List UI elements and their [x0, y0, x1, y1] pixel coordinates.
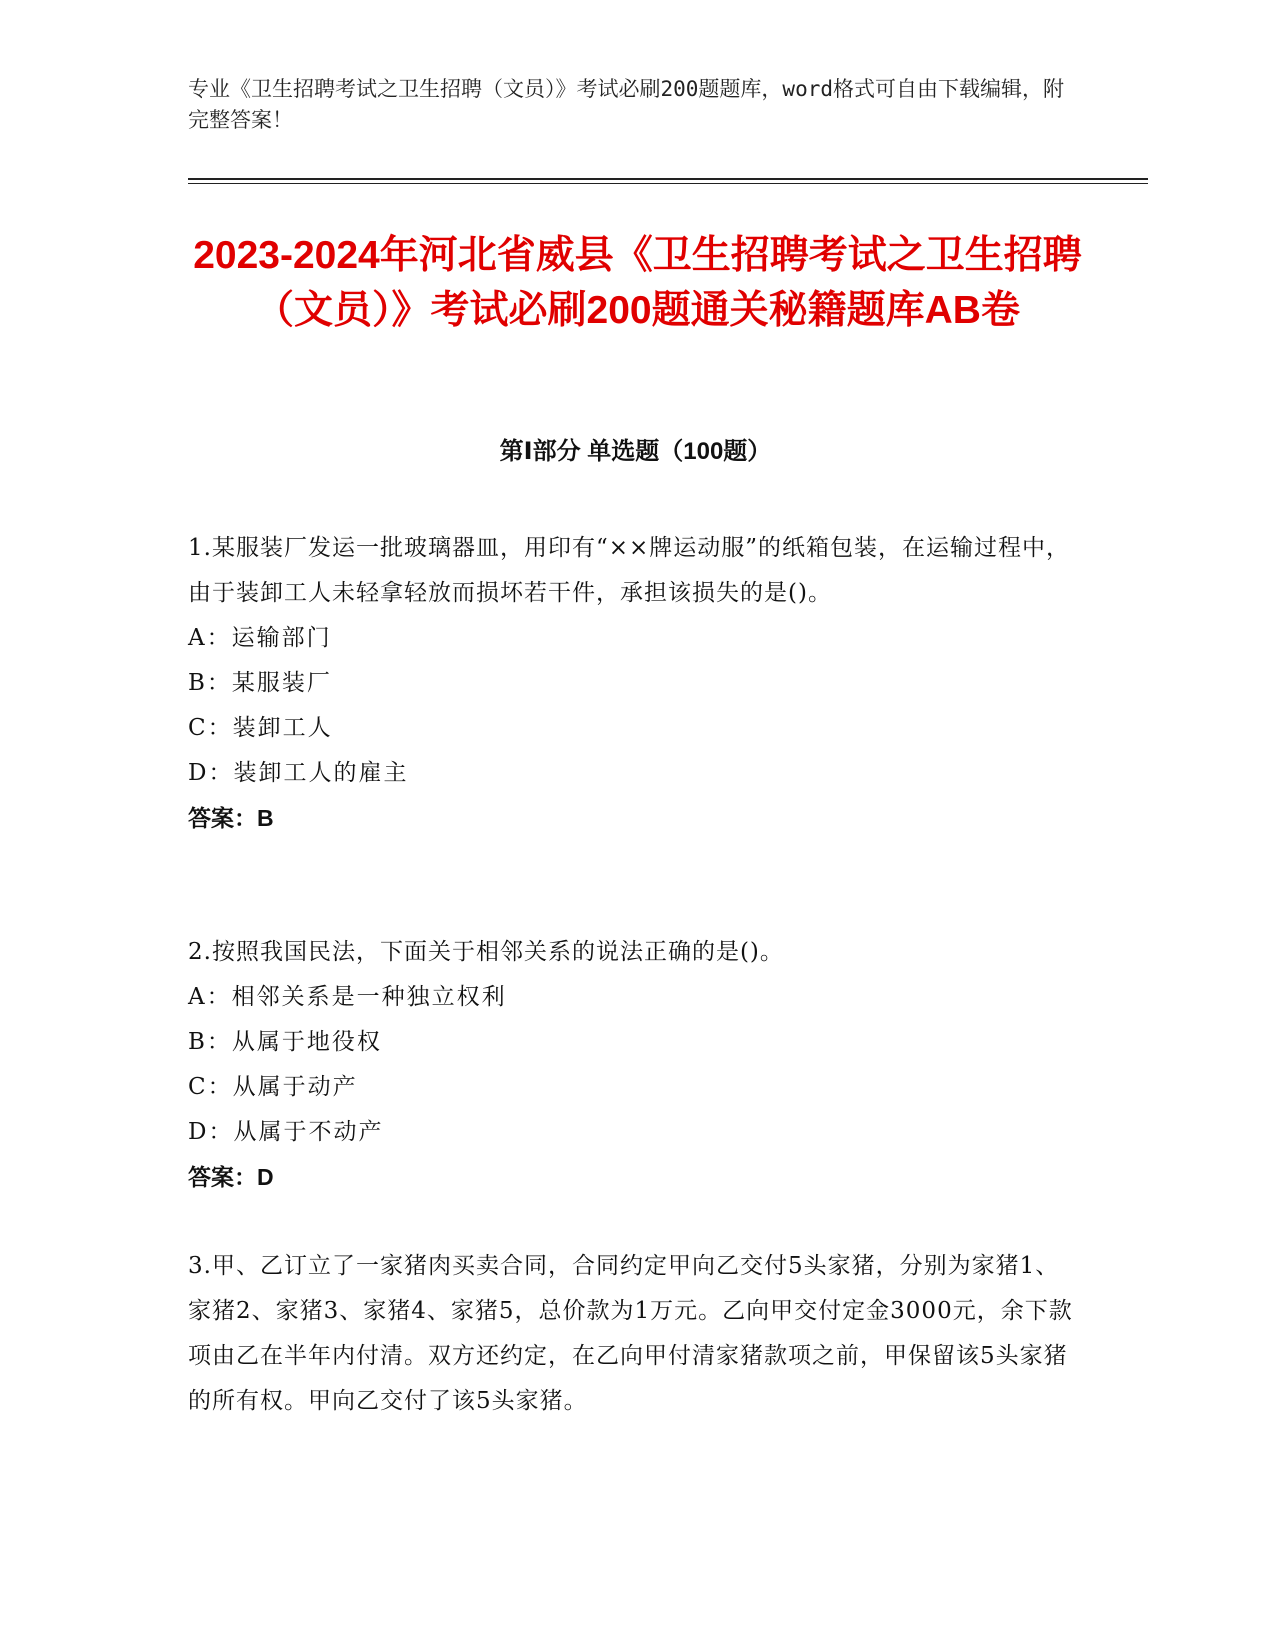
option-a: A：运输部门 — [188, 625, 332, 651]
question-1 — [188, 526, 1078, 841]
header-divider-thin — [188, 183, 1148, 184]
question-stem: 3.甲、乙订立了一家猪肉买卖合同，合同约定甲向乙交付5头家猪，分别为家猪1、家猪2、家猪3、家猪4、家猪5，总价款为1万元。乙向甲交付定金3000元，余下款项由乙在半年内付清。双方还约定，在乙向甲付清家猪款项之前，甲保留该5头家猪的所有权。甲向乙交付了该5头家猪。 — [188, 1253, 1073, 1414]
option-d: D：装卸工人的雇主 — [188, 760, 409, 786]
document-title: 2023-2024年河北省威县《卫生招聘考试之卫生招聘（文员）》考试必刷200题通关秘籍题库AB卷 — [193, 234, 1082, 332]
question-2 — [188, 930, 1078, 1200]
header-note: 专业《卫生招聘考试之卫生招聘（文员）》考试必刷200题题库，word格式可自由下载编辑，附完整答案！ — [188, 77, 1064, 132]
question-3 — [188, 1244, 1078, 1424]
section-heading: 第Ⅰ部分 单选题（100题） — [499, 438, 772, 465]
question-stem: 1.某服装厂发运一批玻璃器皿，用印有“××牌运动服”的纸箱包装，在运输过程中，由于装卸工人未轻拿轻放而损坏若干件，承担该损失的是()。 — [188, 535, 1071, 606]
answer-line: 答案：D — [188, 1164, 274, 1190]
header-divider-thick — [188, 178, 1148, 180]
answer-line: 答案：B — [188, 805, 274, 831]
option-a: A：相邻关系是一种独立权利 — [188, 984, 507, 1010]
option-c: C：从属于动产 — [188, 1074, 358, 1100]
option-d: D：从属于不动产 — [188, 1119, 384, 1145]
option-c: C：装卸工人 — [188, 715, 333, 741]
question-stem: 2.按照我国民法，下面关于相邻关系的说法正确的是()。 — [188, 939, 784, 965]
option-b: B：某服装厂 — [188, 670, 332, 696]
option-b: B：从属于地役权 — [188, 1029, 382, 1055]
